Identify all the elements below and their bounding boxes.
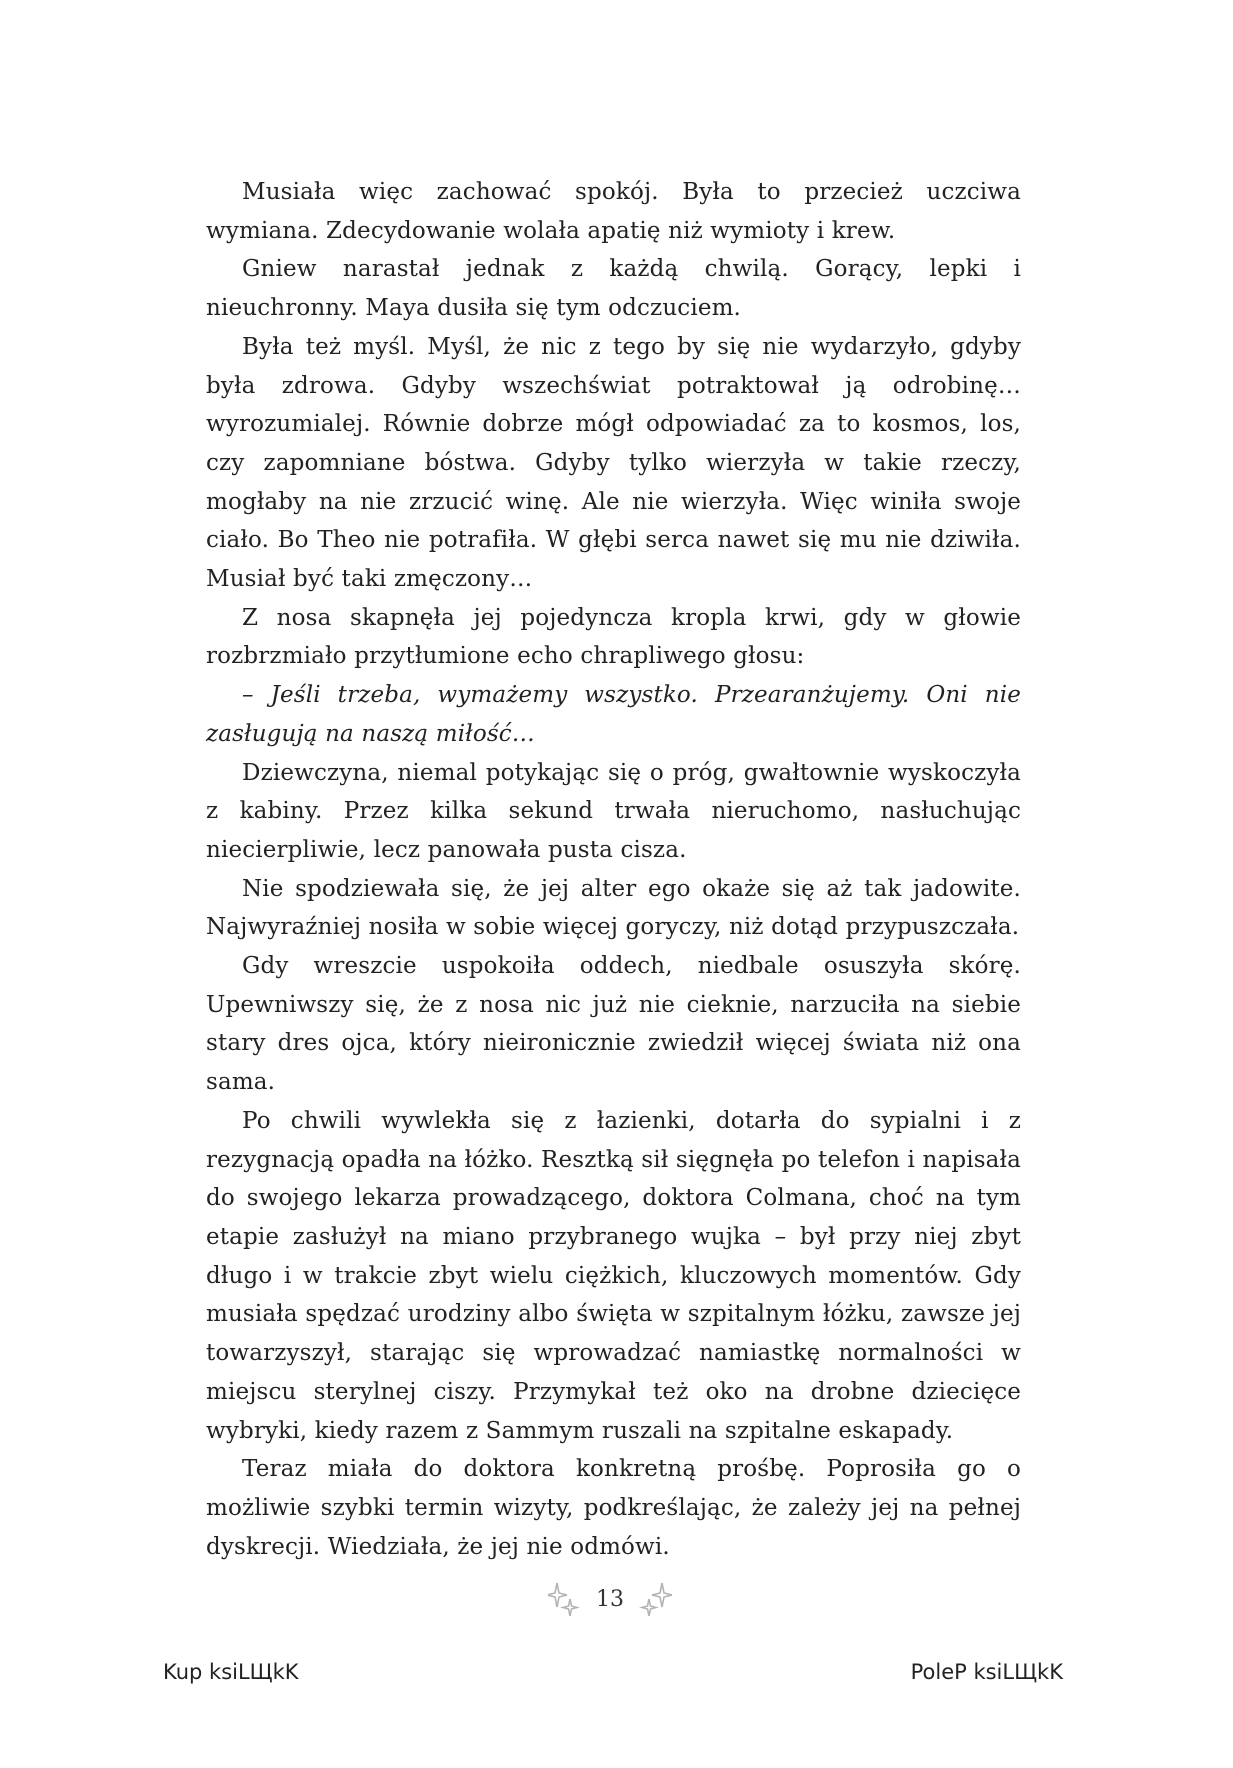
dialogue-paragraph: – Jeśli trzeba, wymażemy wszystko. Przearanżujemy. Oni nie zasługują na naszą miłość…	[206, 682, 1021, 747]
body-text	[206, 173, 1021, 1566]
paragraph: Dziewczyna, niemal potykając się o próg, gwałtownie wyskoczyła z kabiny. Przez kilka sekund trwała nieruchomo, nasłuchując niecierpliwie, lecz panowała pusta cisza.	[206, 759, 1021, 863]
paragraph: Gniew narastał jednak z każdą chwilą. Gorący, lepki i nieuchronny. Maya dusiła się tym odczuciem.	[206, 256, 1021, 322]
paragraph: Musiała więc zachować spokój. Była to przecież uczciwa wymiana. Zdecydowanie wolała apatię niż wymioty i krew.	[206, 179, 1021, 244]
sparkle-icon	[638, 1579, 672, 1619]
paragraph: Z nosa skapnęła jej pojedyncza kropla krwi, gdy w głowie rozbrzmiało przytłumione echo chrapliwego głosu:	[206, 604, 1021, 670]
paragraph: Gdy wreszcie uspokoiła oddech, niedbale osuszyła skórę. Upewniwszy się, że z nosa nic już nie cieknie, narzuciła na siebie stary dres ojca, który nieironicznie zwiedził więcej świata niż ona sama.	[206, 953, 1021, 1096]
page-number: 13	[596, 1586, 624, 1612]
buy-book-link[interactable]: Kup ksiLЩkK	[163, 1660, 299, 1684]
paragraph: Była też myśl. Myśl, że nic z tego by się nie wydarzyło, gdyby była zdrowa. Gdyby wszechświat potraktował ją odrobinę… wyrozumialej. Równie dobrze mógł odpowiadać za to kosmos, los, czy zapomniane bóstwa. Gdyby tylko wierzyła w takie rzeczy, mogłaby na nie zrzucić winę. Ale nie wierzyła. Więc winiła swoje ciało. Bo Theo nie potrafiła. W głębi serca nawet się mu nie dziwiła. Musiał być taki zmęczony…	[206, 333, 1021, 593]
paragraph: Nie spodziewała się, że jej alter ego okaże się aż tak jadowite. Najwyraźniej nosiła w sobie więcej goryczy, niż dotąd przypuszczała.	[206, 875, 1021, 941]
paragraph: Po chwili wywlekła się z łazienki, dotarła do sypialni i z rezygnacją opadła na łóżko. Resztką sił sięgnęła po telefon i napisała do swojego lekarza prowadzącego, doktora Colmana, choć na tym etapie zasłużył na miano przybranego wujka – był przy niej zbyt długo i w trakcie zbyt wielu ciężkich, kluczowych momentów. Gdy musiała spędzać urodziny albo święta w szpitalnym łóżku, zawsze jej towarzyszył, starając się wprowadzać namiastkę normalności w miejscu sterylnej ciszy. Przymykał też oko na drobne dziecięce wybryki, kiedy razem z Sammym ruszali na szpitalne eskapady.	[206, 1107, 1021, 1444]
paragraph: Teraz miała do doktora konkretną prośbę. Poprosiła go o możliwie szybki termin wizyty, podkreślając, że zależy jej na pełnej dyskrecji. Wiedziała, że jej nie odmówi.	[206, 1456, 1021, 1560]
recommend-book-link[interactable]: PoleP ksiLЩkK	[910, 1660, 1063, 1684]
page-number-ornament	[540, 1575, 680, 1623]
sparkle-icon	[548, 1579, 582, 1619]
